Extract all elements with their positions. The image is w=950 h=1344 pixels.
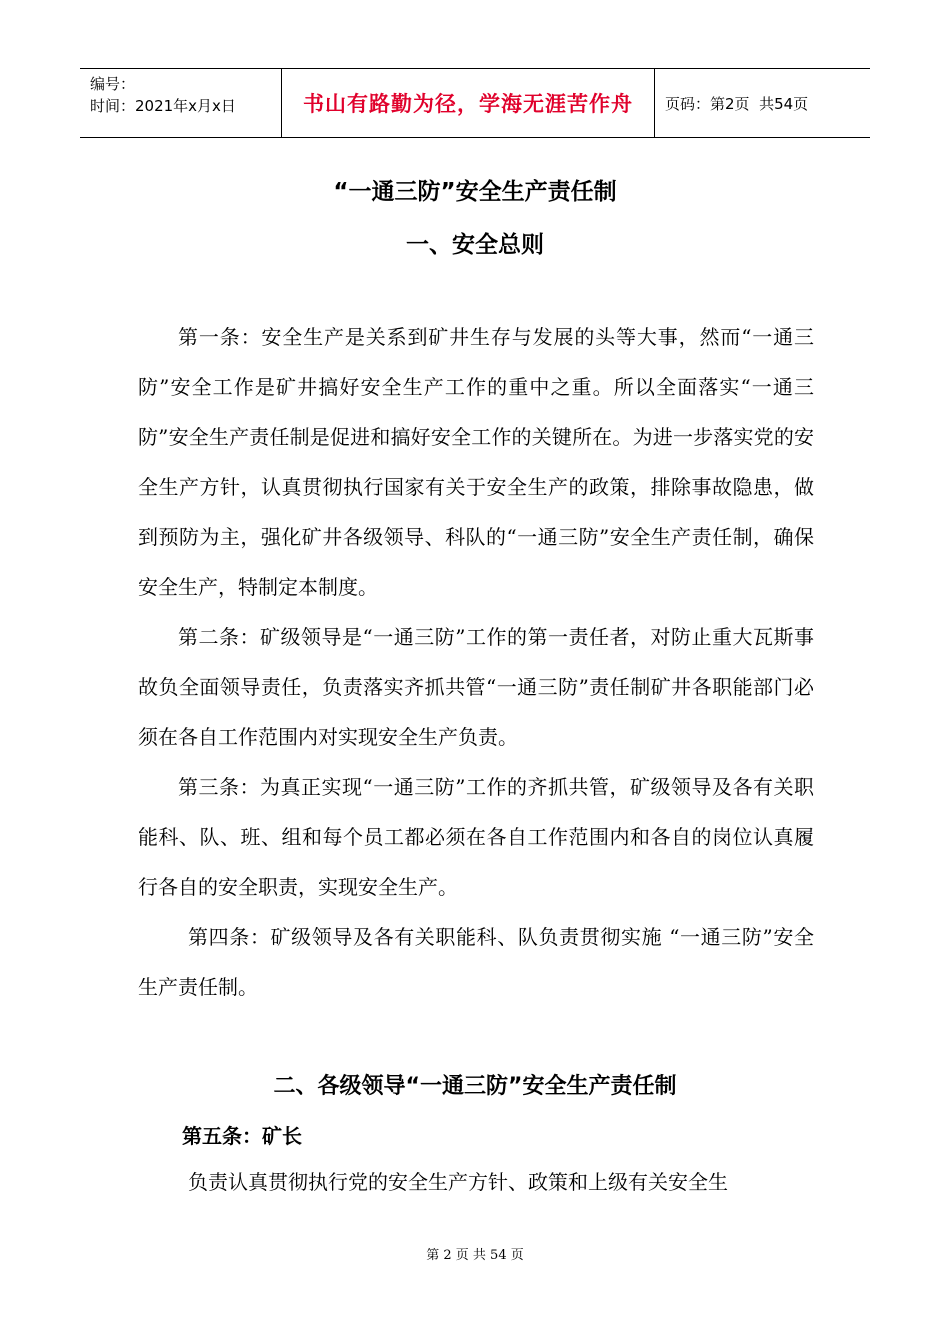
article-5-heading: 第五条：矿长 bbox=[182, 1124, 302, 1148]
document-number-label: 编号： bbox=[90, 75, 136, 93]
article-2-paragraph: 第二条：矿级领导是“一通三防”工作的第一责任者，对防止重大瓦斯事故负全面领导责任，负责落实齐抓共管“一通三防”责任制矿井各职能部门必须在各自工作范围内对实现安全生产负责。 bbox=[138, 625, 814, 749]
page-header bbox=[80, 68, 870, 138]
header-meta bbox=[80, 69, 282, 137]
section-2-title: 二、各级领导“一通三防”安全生产责任制 bbox=[273, 1074, 677, 1099]
article-5-body bbox=[138, 1157, 814, 1207]
page-footer: 第 2 页 共 54 页 bbox=[426, 1248, 524, 1263]
header-motto: 书山有路勤为径，学海无涯苦作舟 bbox=[303, 92, 633, 116]
document-body bbox=[138, 312, 814, 1012]
section-1-title: 一、安全总则 bbox=[406, 232, 544, 258]
article-1-paragraph: 第一条：安全生产是关系到矿井生存与发展的头等大事，然而“一通三防”安全工作是矿井搞好安全生产工作的重中之重。所以全面落实“一通三防”安全生产责任制是促进和搞好安全工作的关键所在。为进一步落实党的安全生产方针，认真贯彻执行国家有关于安全生产的政策，排除事故隐患，做到预防为主，强化矿井各级领导、科队的“一通三防”安全生产责任制，确保安全生产，特制定本制度。 bbox=[138, 325, 814, 599]
document-title: “一通三防”安全生产责任制 bbox=[333, 179, 617, 205]
article-4-paragraph: 第四条：矿级领导及各有关职能科、队负责贯彻实施 “一通三防”安全生产责任制。 bbox=[138, 925, 814, 999]
document-date-label: 时间：2021年x月x日 bbox=[90, 97, 236, 115]
header-page-label: 页码：第2页 共54页 bbox=[665, 94, 809, 113]
article-5-paragraph: 负责认真贯彻执行党的安全生产方针、政策和上级有关安全生 bbox=[188, 1170, 728, 1194]
article-3-paragraph: 第三条：为真正实现“一通三防”工作的齐抓共管，矿级领导及各有关职能科、队、班、组和每个员工都必须在各自工作范围内和各自的岗位认真履行各自的安全职责，实现安全生产。 bbox=[138, 775, 814, 899]
header-motto-cell bbox=[282, 69, 655, 137]
